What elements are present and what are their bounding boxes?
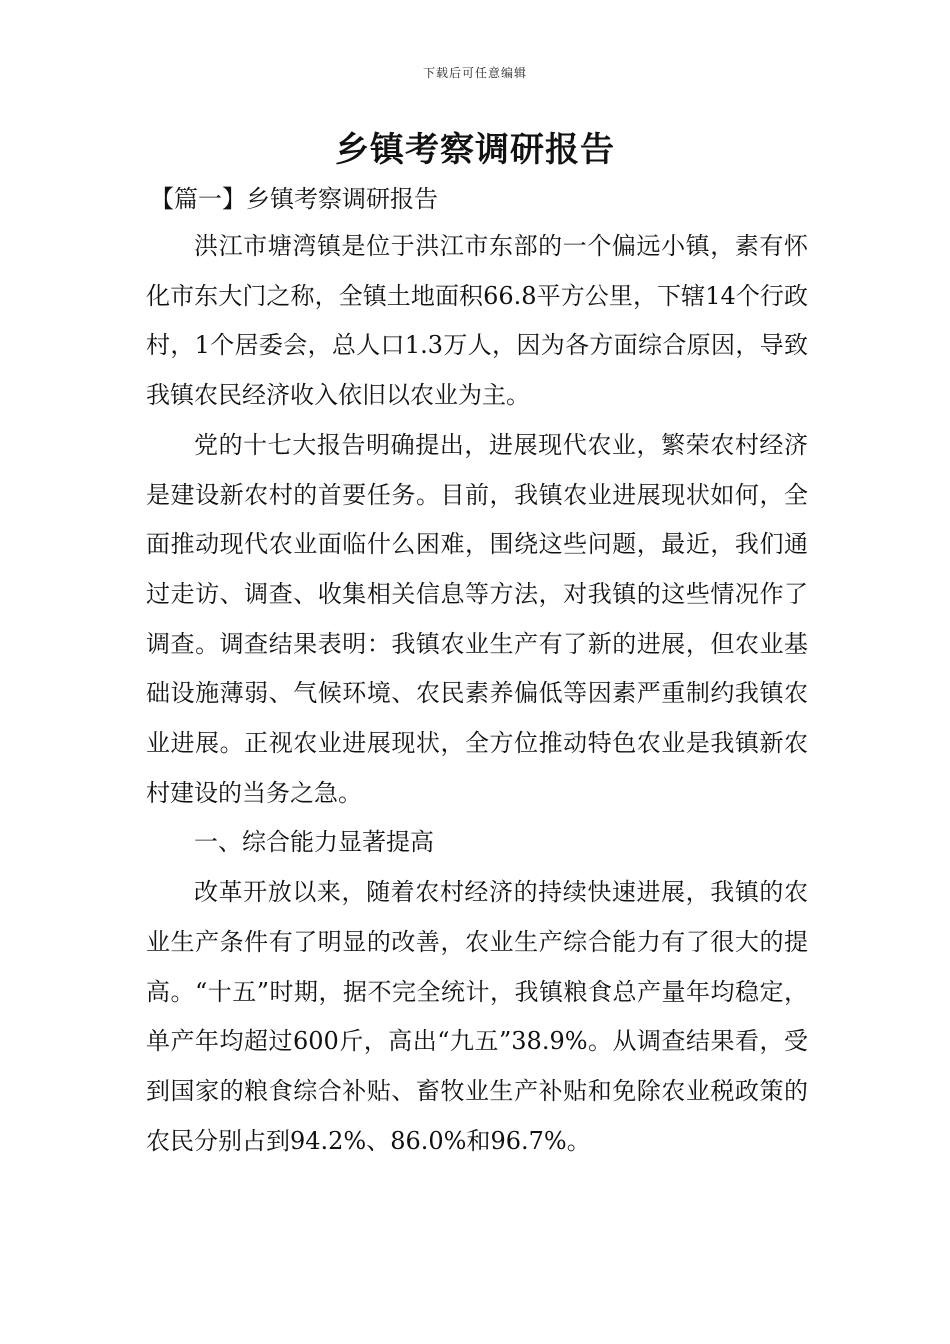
section-heading: 【篇一】乡镇考察调研报告 — [150, 185, 438, 213]
document-body — [146, 176, 808, 1166]
document-title: 乡镇考察调研报告 — [335, 130, 615, 170]
paragraph-intro: 洪江市塘湾镇是位于洪江市东部的一个偏远小镇，素有怀化市东大门之称，全镇土地面积66.8平方公里，下辖14个行政村，1个居委会，总人口1.3万人，因为各方面综合原因，导致我镇农民经济收入依旧以农业为主。 — [146, 232, 808, 410]
subheading-one: 一、综合能力显著提高 — [194, 828, 434, 857]
paragraph-capacity: 改革开放以来，随着农村经济的持续快速进展，我镇的农业生产条件有了明显的改善，农业生产综合能力有了很大的提高。“十五”时期，据不完全统计，我镇粮食总产量年均稳定，单产年均超过600斤，高出“九五”38.9%。从调查结果看，受到国家的粮食综合补贴、畜牧业生产补贴和免除农业税政策的农民分别占到94.2%、86.0%和96.7%。 — [146, 878, 808, 1155]
header-note: 下载后可任意编辑 — [422, 66, 527, 80]
paragraph-report: 党的十七大报告明确提出，进展现代农业，繁荣农村经济是建设新农村的首要任务。目前，我镇农业进展现状如何，全面推动现代农业面临什么困难，围绕这些问题，最近，我们通过走访、调查、收集相关信息等方法，对我镇的这些情况作了调查。调查结果表明：我镇农业生产有了新的进展，但农业基础设施薄弱、气候环境、农民素养偏低等因素严重制约我镇农业进展。正视农业进展现状，全方位推动特色农业是我镇新农村建设的当务之急。 — [146, 430, 808, 807]
